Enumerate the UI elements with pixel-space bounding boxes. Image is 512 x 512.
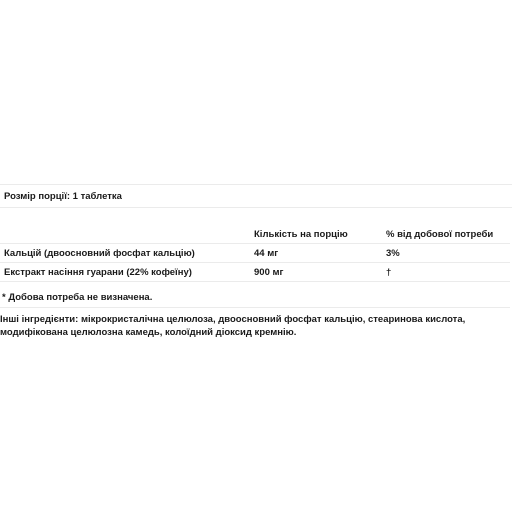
header-amount: Кількість на порцію (250, 225, 382, 244)
spacer (0, 208, 512, 225)
nutrient-daily-value: † (382, 263, 510, 282)
other-ingredients (0, 307, 510, 339)
nutrient-name: Кальцій (двоосновний фосфат кальцію) (0, 244, 250, 263)
serving-size (0, 184, 512, 208)
table-row (0, 263, 510, 282)
ingredients-text: Інші інгредієнти: мікрокристалічна целюлоза, двоосновний фосфат кальцію, стеаринова кислота, модифікована целюлозна камедь, колоїдний діоксид кремнію. (0, 314, 466, 338)
supplement-facts-panel (0, 184, 512, 339)
nutrient-amount: 44 мг (250, 244, 382, 263)
table-row (0, 244, 510, 263)
table-header-row (0, 225, 510, 244)
nutrient-name: Екстракт насіння гуарани (22% кофеїну) (0, 263, 250, 282)
footnote: * Добова потреба не визначена. (2, 292, 153, 303)
header-daily-value: % від добової потреби (382, 225, 510, 244)
nutrient-daily-value: 3% (382, 244, 510, 263)
serving-size-label: Розмір порції: 1 таблетка (4, 190, 122, 202)
nutrient-amount: 900 мг (250, 263, 382, 282)
nutrients-table (0, 225, 510, 282)
header-name (0, 225, 250, 244)
